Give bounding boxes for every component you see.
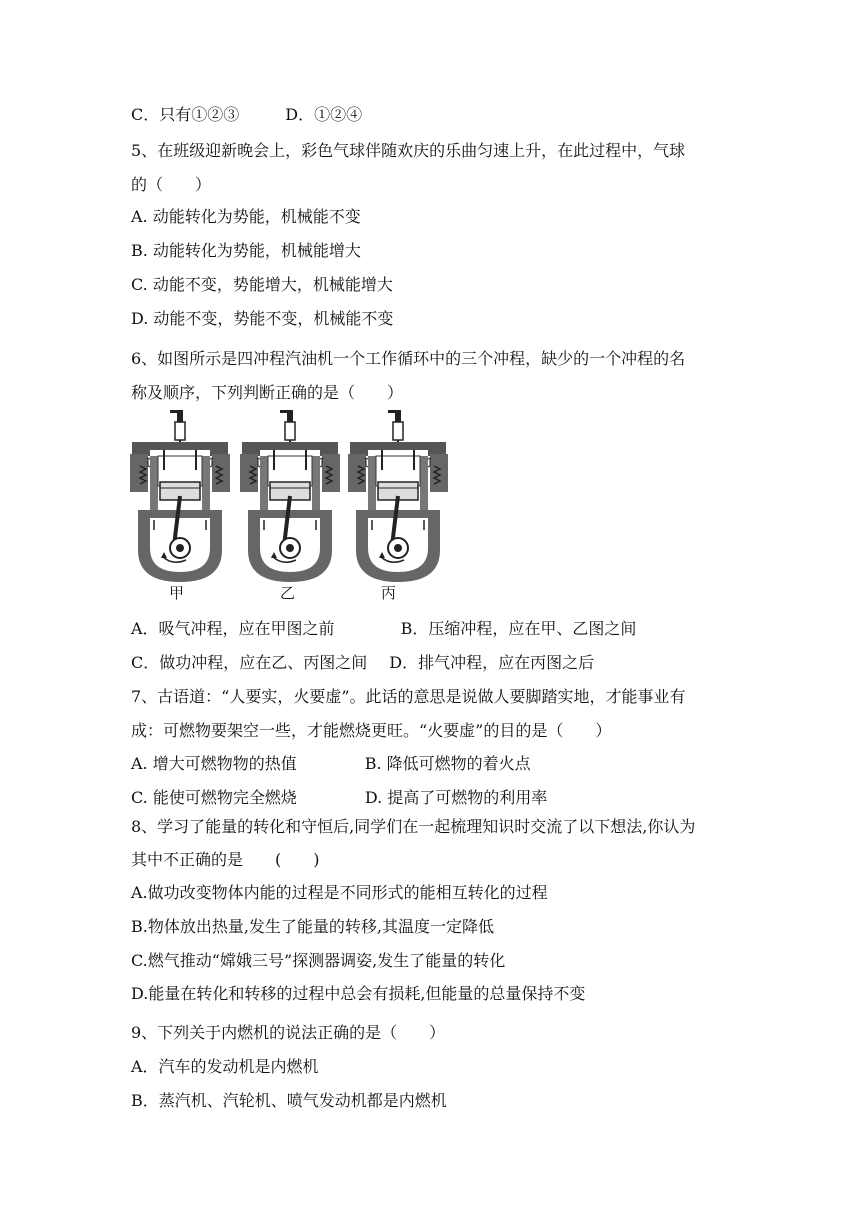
q6-option-d: D．排气冲程，应在丙图之后 (389, 653, 595, 672)
q7-options-ab (131, 753, 531, 775)
q8-option-a: A.做功改变物体内能的过程是不同形式的能相互转化的过程 (131, 883, 548, 902)
q7-option-c: C. 能使可燃物完全燃烧 (131, 788, 297, 807)
q4-option-c: C．只有①②③ (131, 105, 240, 124)
q5-stem-line2: 的（ ） (131, 175, 212, 194)
engine-strokes-figure (128, 410, 448, 606)
q4-options (131, 104, 362, 126)
caption-jia: 甲 (169, 584, 185, 602)
q7-option-d: D. 提高了可燃物的利用率 (364, 788, 548, 807)
q9-stem: 9、下列关于内燃机的说法正确的是（ ） (131, 1023, 446, 1042)
q8-stem-line2: 其中不正确的是 ( ) (131, 850, 320, 869)
q6-option-b: B．压缩冲程，应在甲、乙图之间 (400, 619, 637, 638)
engine-yi (240, 410, 340, 582)
q6-options-cd (131, 652, 594, 674)
q9-option-a: A．汽车的发动机是内燃机 (131, 1057, 319, 1076)
q8-option-b: B.物体放出热量,发生了能量的转移,其温度一定降低 (131, 917, 495, 936)
engine-diagrams (128, 410, 448, 586)
q5-option-c: C. 动能不变，势能增大，机械能增大 (131, 275, 393, 294)
q5-option-a: A. 动能转化为势能，机械能不变 (131, 207, 361, 226)
q5-option-b: B. 动能转化为势能，机械能增大 (131, 241, 361, 260)
q5-stem-line1: 5、在班级迎新晚会上，彩色气球伴随欢庆的乐曲匀速上升，在此过程中，气球 (131, 141, 686, 160)
q7-stem-line1: 7、古语道：“人要实，火要虚”。此话的意思是说做人要脚踏实地，才能事业有 (131, 687, 686, 706)
caption-bing: 丙 (381, 584, 397, 602)
q7-options-cd (131, 787, 547, 809)
caption-yi: 乙 (280, 584, 296, 602)
engine-jia (130, 410, 230, 582)
q5-option-d: D. 动能不变，势能不变，机械能不变 (131, 309, 394, 328)
q7-option-b: B. 降低可燃物的着火点 (364, 754, 531, 773)
q8-stem-line1: 8、学习了能量的转化和守恒后,同学们在一起梳理知识时交流了以下想法,你认为 (131, 817, 696, 836)
q8-option-c: C.燃气推动“嫦娥三号”探测器调姿,发生了能量的转化 (131, 951, 506, 970)
q9-option-b: B．蒸汽机、汽轮机、喷气发动机都是内燃机 (131, 1091, 447, 1110)
engine-bing (348, 410, 448, 582)
q6-option-c: C．做功冲程，应在乙、丙图之间 (131, 653, 368, 672)
q6-options-ab (131, 618, 636, 640)
q6-stem-line2: 称及顺序，下列判断正确的是（ ） (131, 383, 404, 402)
q7-stem-line2: 成：可燃物要架空一些，才能燃烧更旺。“火要虚”的目的是（ ） (131, 721, 612, 740)
q6-option-a: A．吸气冲程，应在甲图之前 (131, 619, 335, 638)
q8-option-d: D.能量在转化和转移的过程中总会有损耗,但能量的总量保持不变 (131, 984, 586, 1003)
q4-option-d: D．①②④ (285, 105, 363, 124)
q7-option-a: A. 增大可燃物物的热值 (131, 754, 297, 773)
q6-stem-line1: 6、如图所示是四冲程汽油机一个工作循环中的三个冲程，缺少的一个冲程的名 (131, 349, 686, 368)
